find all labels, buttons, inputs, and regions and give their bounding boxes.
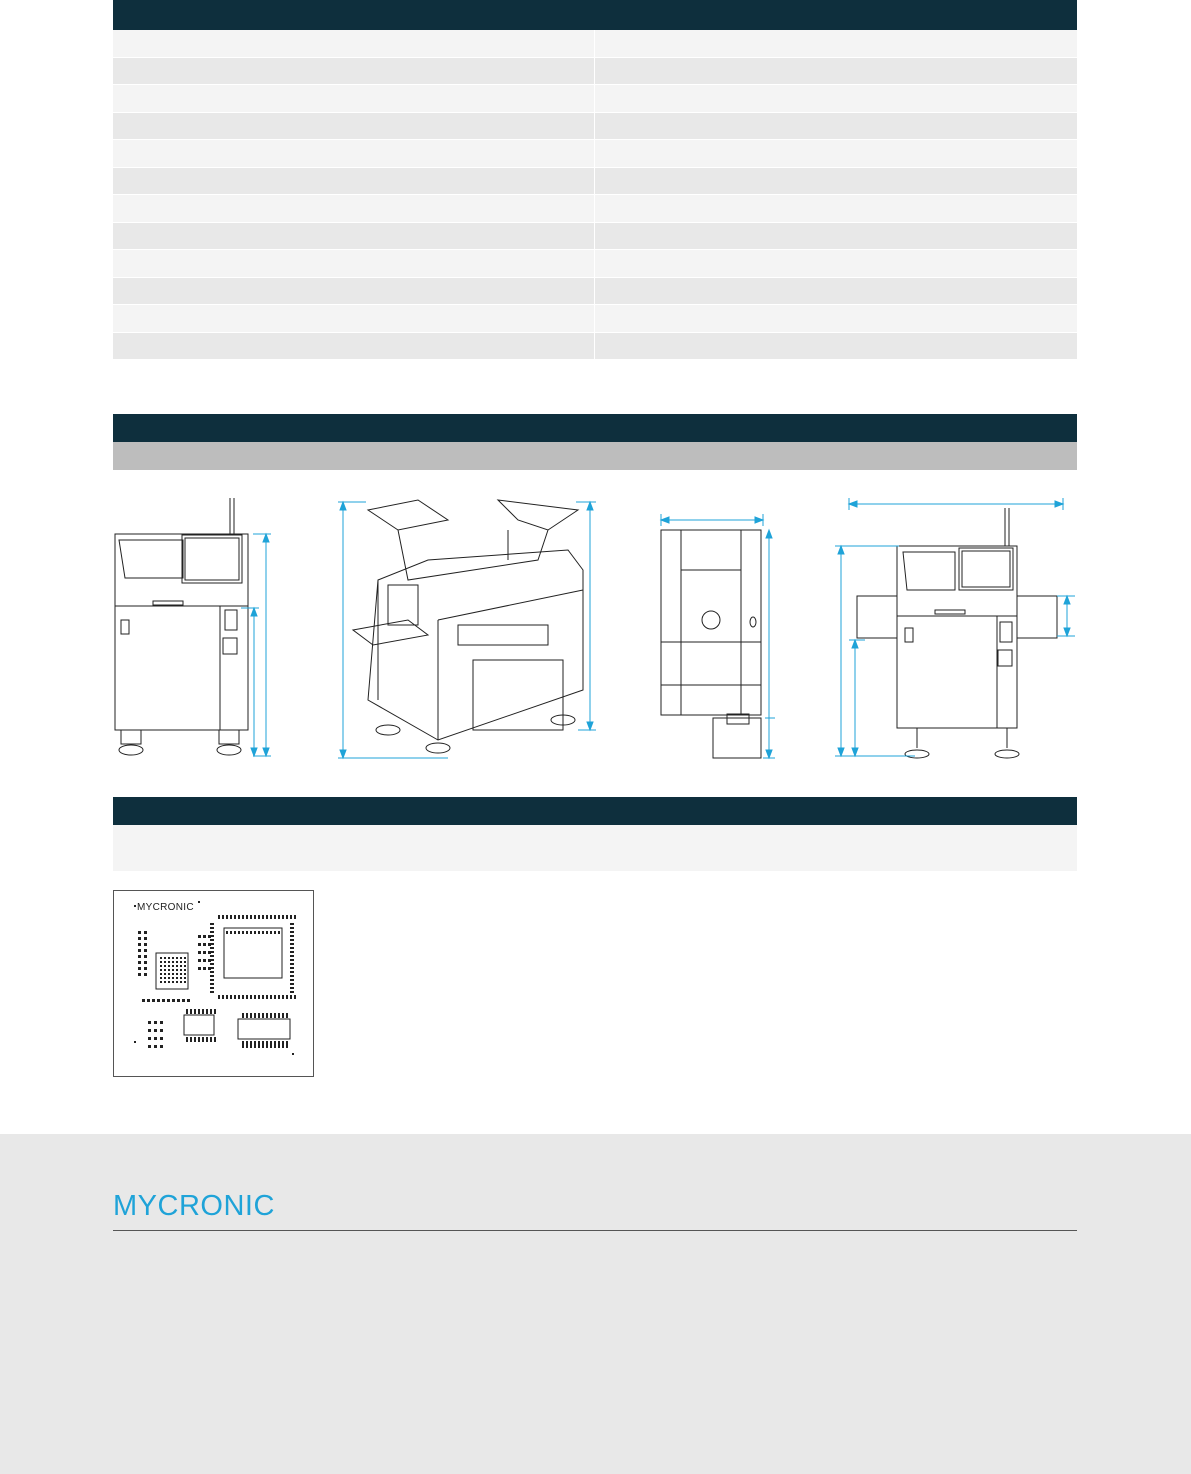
spec-value-cell: [595, 278, 1077, 305]
page-footer: [0, 1134, 1191, 1474]
machine-front-view: [113, 490, 273, 765]
spec-label-cell: [113, 85, 595, 112]
spec-value-cell: [595, 333, 1077, 360]
spec-value-cell: [595, 195, 1077, 222]
spec-label-cell: [113, 305, 595, 332]
spec-label-cell: [113, 113, 595, 140]
spec-table-row: [113, 168, 1077, 196]
spec-label-cell: [113, 250, 595, 277]
footer-brand-logo: MYCRONIC: [113, 1190, 275, 1222]
spec-label-cell: [113, 30, 595, 57]
spec-value-cell: [595, 85, 1077, 112]
pcb-sample-drawing: [113, 890, 314, 1077]
footer-divider: [113, 1230, 1077, 1231]
machine-isometric-view: [338, 490, 598, 765]
spec-table-row: [113, 30, 1077, 58]
pcb-layout-graphic: [114, 891, 313, 1076]
spec-table-row: [113, 195, 1077, 223]
spec-label-cell: [113, 58, 595, 85]
sample-section-header: [113, 797, 1077, 825]
spec-table-row: [113, 305, 1077, 333]
spec-table-row: [113, 113, 1077, 141]
spec-table-row: [113, 278, 1077, 306]
spec-value-cell: [595, 113, 1077, 140]
spec-value-cell: [595, 58, 1077, 85]
machine-side-view: [653, 490, 783, 765]
pcb-brand-label: MYCRONIC: [137, 902, 194, 913]
dimensions-section-header: [113, 414, 1077, 442]
spec-value-cell: [595, 168, 1077, 195]
spec-table-row: [113, 223, 1077, 251]
spec-label-cell: [113, 195, 595, 222]
spec-table-header: [113, 0, 1077, 30]
spec-label-cell: [113, 140, 595, 167]
spec-value-cell: [595, 250, 1077, 277]
spec-value-cell: [595, 223, 1077, 250]
spec-table: [113, 30, 1077, 360]
spec-table-row: [113, 85, 1077, 113]
spec-value-cell: [595, 30, 1077, 57]
sample-section-body: [113, 825, 1077, 871]
spec-table-row: [113, 58, 1077, 86]
machine-front-conveyor-view: [835, 490, 1077, 765]
spec-label-cell: [113, 168, 595, 195]
machine-drawings: [113, 490, 1077, 770]
spec-label-cell: [113, 278, 595, 305]
spec-table-row: [113, 333, 1077, 361]
spec-label-cell: [113, 223, 595, 250]
spec-value-cell: [595, 140, 1077, 167]
spec-table-row: [113, 250, 1077, 278]
spec-label-cell: [113, 333, 595, 360]
spec-value-cell: [595, 305, 1077, 332]
dimensions-subheader: [113, 442, 1077, 470]
spec-table-row: [113, 140, 1077, 168]
